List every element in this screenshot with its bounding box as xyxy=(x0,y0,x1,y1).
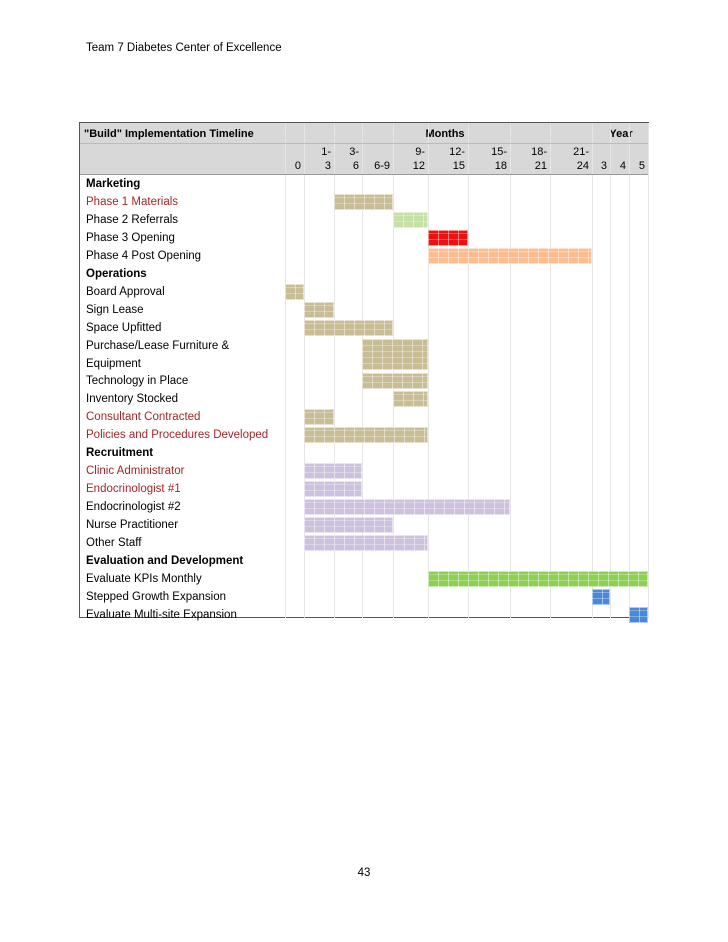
column-label-top xyxy=(362,145,390,159)
timeline-bar xyxy=(629,607,648,623)
column-label-top xyxy=(285,145,301,159)
column-label xyxy=(334,145,359,173)
header-bottom xyxy=(80,174,648,175)
column-label-bottom: 5 xyxy=(638,160,645,172)
column-label-top: 21- xyxy=(573,146,589,158)
section-heading: Marketing xyxy=(86,178,141,190)
grid-line xyxy=(428,123,429,618)
column-label-bottom: 12 xyxy=(412,160,425,172)
page-number: 43 xyxy=(357,867,371,879)
column-label-top: 1- xyxy=(321,146,331,158)
column-label-bottom: 3 xyxy=(600,160,607,172)
task-label: Phase 2 Referrals xyxy=(86,213,179,226)
column-label-top xyxy=(629,145,645,159)
task-label: Stepped Growth Expansion xyxy=(86,590,227,603)
timeline-bar xyxy=(362,373,428,389)
column-label-top: 3- xyxy=(349,146,359,158)
task-label: Policies and Procedures Developed xyxy=(86,429,269,442)
section-heading: Evaluation and Development xyxy=(86,554,244,567)
timeline-bar xyxy=(334,194,393,210)
timeline-bar xyxy=(428,248,592,264)
grid-line xyxy=(285,123,286,618)
year-header: Year xyxy=(609,128,633,140)
timeline-bar xyxy=(393,391,428,407)
task-label: Endocrinologist #2 xyxy=(86,501,181,514)
task-label: Endocrinologist #1 xyxy=(86,483,181,496)
table-title: "Build" Implementation Timeline xyxy=(84,128,254,140)
timeline-bar xyxy=(304,320,393,336)
timeline-bar xyxy=(304,517,393,533)
column-label-bottom: 24 xyxy=(576,160,589,172)
column-label xyxy=(510,145,547,173)
page-header: Team 7 Diabetes Center of Excellence xyxy=(86,42,282,54)
column-label xyxy=(592,145,607,173)
task-label: Clinic Administrator xyxy=(86,465,185,478)
column-label-bottom: 0 xyxy=(294,160,301,172)
grid-line xyxy=(468,123,469,618)
task-label: Space Upfitted xyxy=(86,321,162,334)
column-label xyxy=(304,145,331,173)
timeline-bar xyxy=(304,499,510,515)
timeline-bar xyxy=(428,230,468,246)
timeline-bar xyxy=(304,463,362,479)
grid-line xyxy=(629,123,630,618)
task-label: Sign Lease xyxy=(86,303,144,316)
task-label: Phase 4 Post Opening xyxy=(86,249,202,262)
task-label: Purchase/Lease Furniture & xyxy=(86,339,230,352)
task-label: Evaluate KPIs Monthly xyxy=(86,572,202,585)
column-label xyxy=(362,145,390,173)
timeline-bar xyxy=(304,409,334,425)
timeline-bar xyxy=(304,302,334,318)
column-label xyxy=(428,145,465,173)
timeline-bar xyxy=(304,481,362,497)
months-header: Months xyxy=(425,128,465,140)
column-label-bottom: 15 xyxy=(452,160,465,172)
column-label-bottom: 4 xyxy=(619,160,626,172)
column-label xyxy=(550,145,589,173)
column-label-bottom: 21 xyxy=(534,160,547,172)
column-label-top: 9- xyxy=(415,146,425,158)
timeline-bar xyxy=(304,427,428,443)
timeline-bar xyxy=(362,339,428,370)
header-separator xyxy=(80,143,648,144)
grid-line xyxy=(550,123,551,618)
column-label-bottom: 3 xyxy=(324,160,331,172)
timeline-bar xyxy=(592,589,610,605)
task-label: Phase 1 Materials xyxy=(86,195,179,208)
column-label xyxy=(610,145,626,173)
column-label-top: 12- xyxy=(449,146,465,158)
column-label-top: 15- xyxy=(491,146,507,158)
task-label: Technology in Place xyxy=(86,375,189,388)
column-label-bottom: 6 xyxy=(352,160,359,172)
section-heading: Operations xyxy=(86,267,147,280)
task-label: Inventory Stocked xyxy=(86,393,179,406)
column-label xyxy=(468,145,507,173)
grid-line xyxy=(510,123,511,618)
task-label: Phase 3 Opening xyxy=(86,231,175,244)
section-heading: Recruitment xyxy=(86,447,154,460)
task-label: Evaluate Multi-site Expansion xyxy=(86,608,237,621)
column-label-bottom: 6-9 xyxy=(374,160,390,172)
grid-line xyxy=(648,123,649,618)
grid-line xyxy=(592,123,593,618)
timeline-bar xyxy=(428,571,648,587)
timeline-bar xyxy=(304,535,428,551)
column-label-top: 18- xyxy=(531,146,547,158)
grid-line xyxy=(610,123,611,618)
column-label xyxy=(629,145,645,173)
timeline-bar xyxy=(393,212,428,228)
column-label-top xyxy=(610,145,626,159)
column-label-bottom: 18 xyxy=(494,160,507,172)
task-label: Nurse Practitioner xyxy=(86,519,179,532)
column-label-top xyxy=(592,145,607,159)
timeline-bar xyxy=(285,284,304,300)
task-label: Consultant Contracted xyxy=(86,411,201,424)
task-label: Board Approval xyxy=(86,285,165,298)
column-label xyxy=(393,145,425,173)
task-label-continued: Equipment xyxy=(86,357,141,370)
task-label: Other Staff xyxy=(86,537,142,549)
column-label xyxy=(285,145,301,173)
